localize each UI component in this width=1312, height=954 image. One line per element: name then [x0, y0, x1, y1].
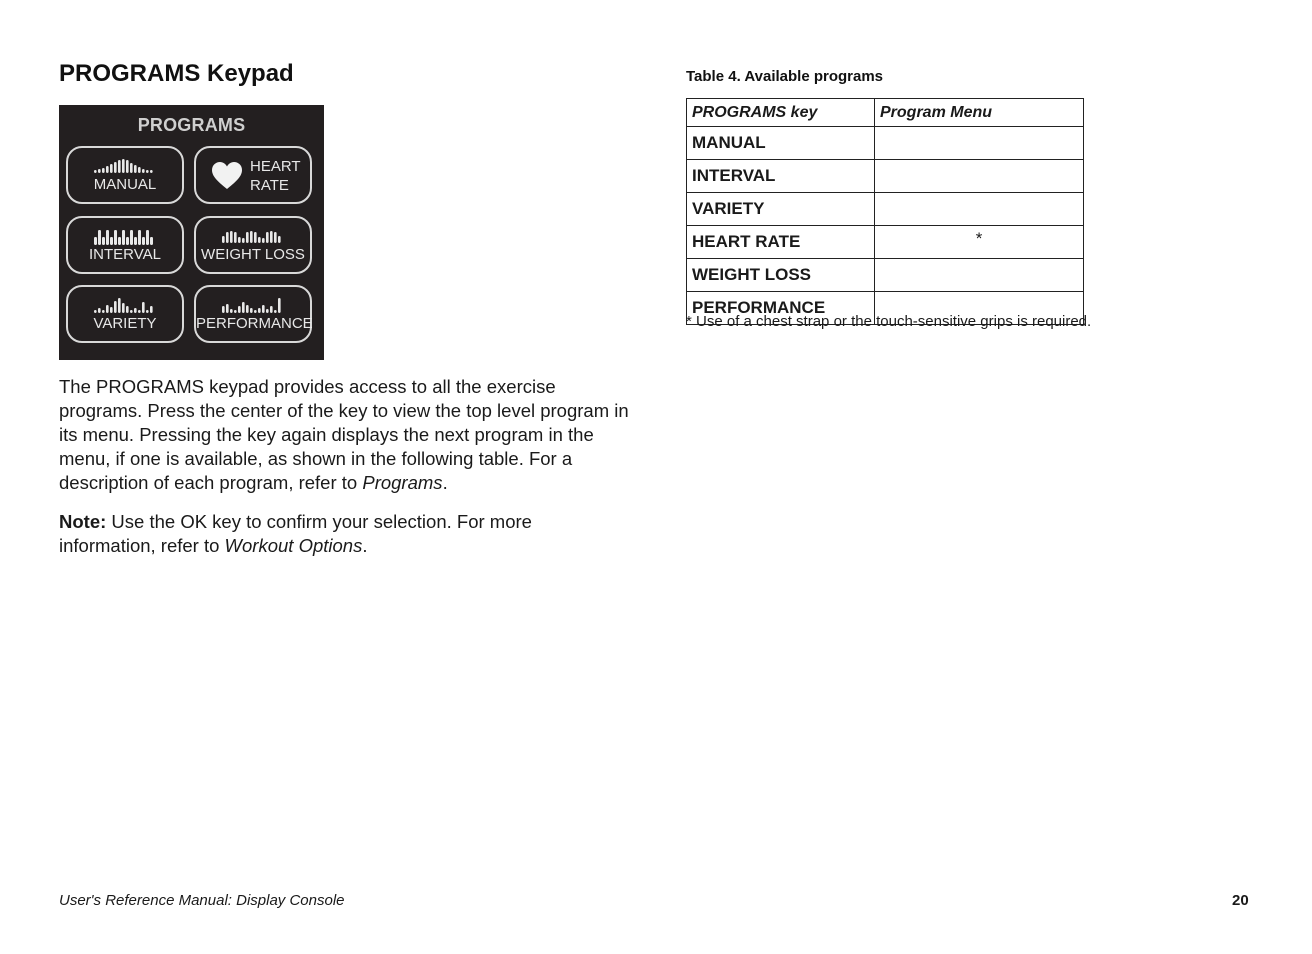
- row-key: HEART RATE: [687, 226, 875, 259]
- table-caption: Table 4. Available programs: [686, 68, 884, 85]
- body-text: [59, 375, 629, 573]
- heart-rate-label-line2: RATE: [250, 177, 289, 194]
- keypad-title: PROGRAMS: [137, 115, 246, 135]
- heart-rate-key: [194, 146, 312, 204]
- variety-key: [66, 285, 184, 343]
- variety-key-label: VARIETY: [93, 315, 157, 332]
- row-key: INTERVAL: [687, 160, 875, 193]
- row-key: MANUAL: [687, 127, 875, 160]
- row-key: VARIETY: [687, 193, 875, 226]
- table-row: [687, 127, 1084, 160]
- table-row: [687, 193, 1084, 226]
- table-row: [687, 226, 1084, 259]
- heart-rate-label-line1: HEART: [250, 158, 301, 175]
- header-programs-key: PROGRAMS key: [687, 99, 875, 127]
- interval-key: [66, 216, 184, 274]
- profile-bars-icon: [221, 297, 285, 315]
- programs-reference: Programs: [362, 472, 443, 493]
- note-text: Use the OK key to confirm your selection. For more information, refer to: [59, 511, 532, 556]
- page-number: 20: [1232, 892, 1249, 909]
- interval-key-label: INTERVAL: [89, 246, 161, 263]
- row-menu: *: [875, 226, 1084, 259]
- interval-bars-icon: [93, 228, 157, 246]
- footer-title: User's Reference Manual: Display Console: [59, 892, 345, 909]
- intro-end: .: [442, 472, 448, 493]
- note-label: Note:: [59, 511, 107, 532]
- note-paragraph: [59, 510, 629, 558]
- profile-bars-icon: [93, 158, 157, 174]
- intro-paragraph: [59, 375, 629, 495]
- note-end: .: [362, 535, 368, 556]
- page-title: PROGRAMS Keypad: [59, 60, 294, 87]
- header-program-menu: Program Menu: [875, 99, 1084, 127]
- row-menu: [875, 127, 1084, 160]
- workout-options-reference: Workout Options: [224, 535, 363, 556]
- manual-key: [66, 146, 184, 204]
- row-menu: [875, 160, 1084, 193]
- intro-text: The PROGRAMS keypad provides access to all the exercise programs. Press the center of the key to view the top level program in its menu. Pressing the key again displays the next program in the menu, if one is available, as shown in the following table. For a description of each program, refer to: [59, 376, 629, 493]
- row-key: PERFORMANCE: [687, 292, 875, 325]
- table-header-row: [687, 99, 1084, 127]
- row-key: WEIGHT LOSS: [687, 259, 875, 292]
- programs-table: [686, 98, 1084, 325]
- row-menu: [875, 259, 1084, 292]
- table-footnote: * Use of a chest strap or the touch-sensitive grips is required.: [686, 313, 1092, 330]
- heart-rate-key-label: [250, 157, 301, 195]
- manual-key-label: MANUAL: [93, 176, 157, 193]
- performance-key: [194, 285, 312, 343]
- table-row: [687, 160, 1084, 193]
- performance-key-label: PERFORMANCE: [196, 315, 313, 332]
- programs-keypad-image: [59, 105, 324, 360]
- profile-bars-icon: [93, 297, 157, 315]
- weight-loss-key: [194, 216, 312, 274]
- weight-loss-key-label: WEIGHT LOSS: [201, 246, 305, 263]
- table-row: [687, 259, 1084, 292]
- row-menu: [875, 193, 1084, 226]
- heart-icon: [212, 162, 242, 190]
- profile-bars-icon: [221, 228, 285, 244]
